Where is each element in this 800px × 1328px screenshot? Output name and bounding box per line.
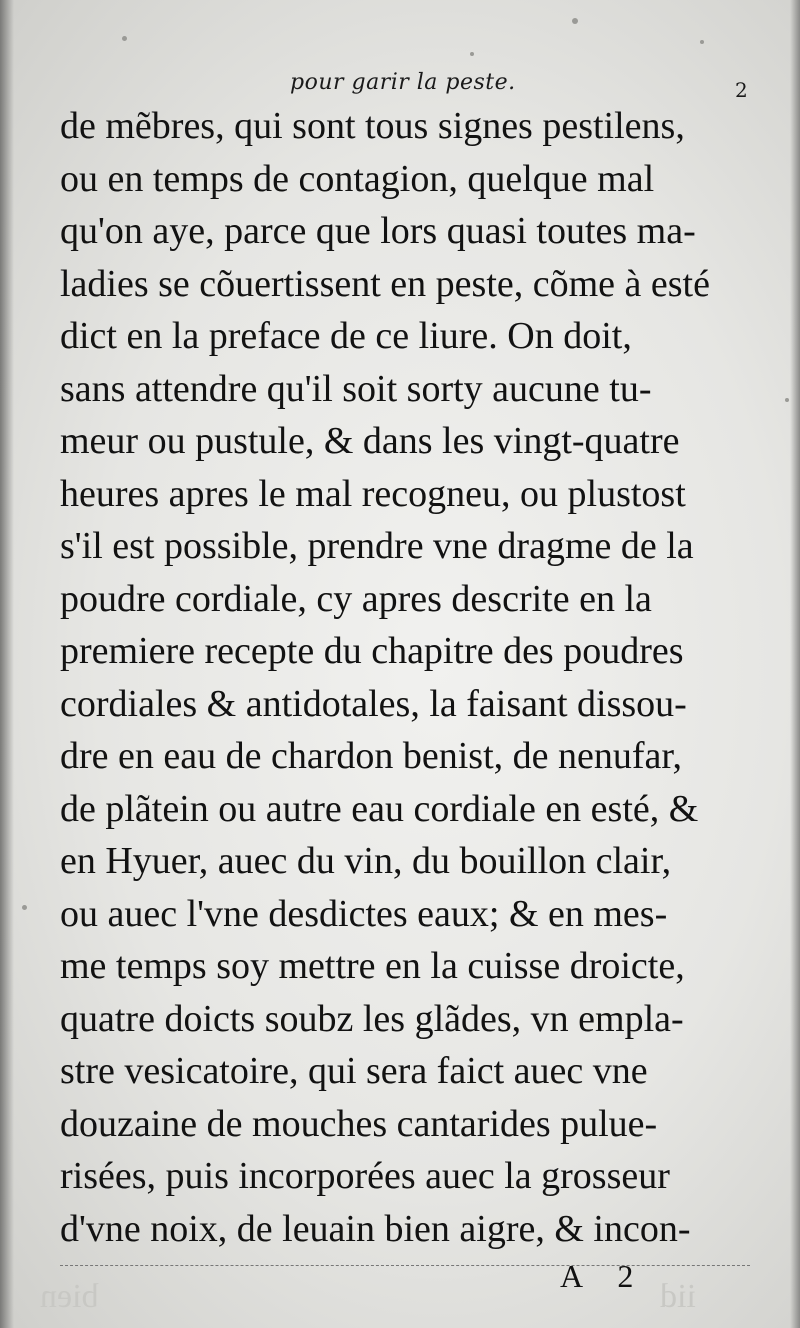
ink-speck bbox=[700, 40, 704, 44]
text-line: quatre doicts soubz les glãdes, vn empla- bbox=[60, 997, 684, 1040]
text-line: qu'on aye, parce que lors quasi toutes ma- bbox=[60, 210, 696, 252]
show-through-text-left: bien bbox=[40, 1278, 99, 1315]
text-line: s'il est possible, prendre vne dragme de la bbox=[60, 525, 694, 567]
ink-speck bbox=[785, 398, 789, 402]
text-line: meur ou pustule, & dans les vingt-quatre bbox=[60, 420, 680, 462]
text-line: cordiales & antidotales, la faisant dissou- bbox=[60, 682, 687, 725]
ink-speck bbox=[122, 36, 127, 41]
show-through-text-right: iid bbox=[660, 1278, 696, 1315]
running-title: pour garir la peste. bbox=[290, 70, 516, 95]
text-line: dict en la preface de ce liure. On doit, bbox=[60, 315, 632, 357]
text-line: douzaine de mouches cantarides pulue- bbox=[60, 1102, 658, 1145]
text-line: sans attendre qu'il soit sorty aucune tu- bbox=[60, 367, 652, 410]
ink-speck bbox=[470, 52, 474, 56]
text-line: risées, puis incorporées auec la grosseur bbox=[60, 1155, 670, 1197]
text-line: premiere recepte du chapitre des poudres bbox=[60, 630, 684, 672]
text-line: stre vesicatoire, qui sera faict auec vne bbox=[60, 1050, 648, 1092]
text-line: poudre cordiale, cy apres descrite en la bbox=[60, 577, 652, 620]
text-line: dre en eau de chardon benist, de nenufar, bbox=[60, 735, 683, 777]
signature-mark: A 2 bbox=[560, 1258, 648, 1294]
text-line: ou en temps de contagion, quelque mal bbox=[60, 157, 655, 200]
page-edge-shadow-right bbox=[790, 0, 800, 1328]
text-line: me temps soy mettre en la cuisse droicte, bbox=[60, 945, 685, 987]
body-text bbox=[60, 100, 760, 1255]
page-edge-shadow-left bbox=[0, 0, 14, 1328]
ink-speck bbox=[22, 905, 27, 910]
text-line: de mẽbres, qui sont tous signes pestilens, bbox=[60, 105, 685, 147]
text-line: ou auec l'vne desdictes eaux; & en mes- bbox=[60, 892, 668, 935]
ink-speck bbox=[572, 18, 578, 24]
text-line: heures apres le mal recogneu, ou plustost bbox=[60, 472, 686, 515]
text-line: d'vne noix, de leuain bien aigre, & incon- bbox=[60, 1207, 691, 1250]
text-line: de plãtein ou autre eau cordiale en esté, & bbox=[60, 787, 699, 830]
page-number: 2 bbox=[735, 78, 748, 102]
text-line: ladies se cõuertissent en peste, cõme à esté bbox=[60, 262, 710, 305]
text-line: en Hyuer, auec du vin, du bouillon clair, bbox=[60, 840, 672, 882]
